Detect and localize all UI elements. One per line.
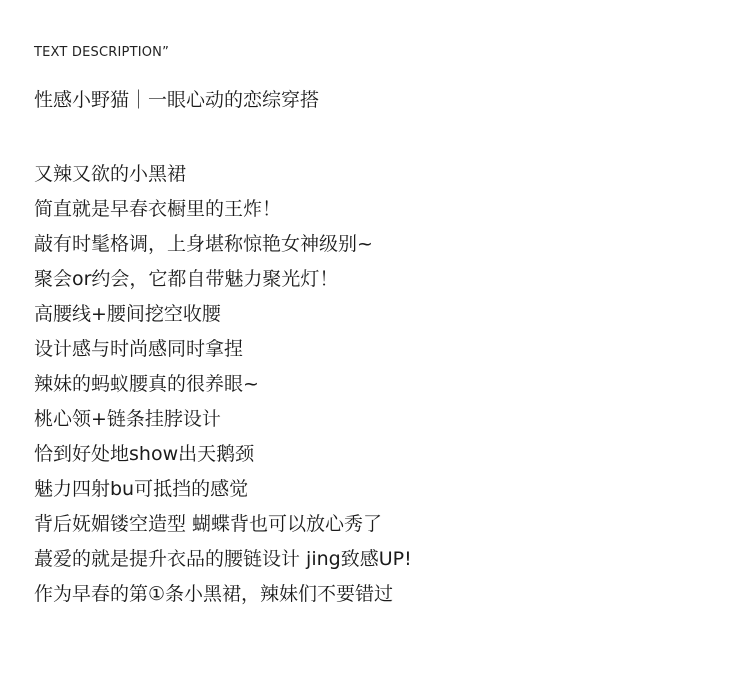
- description-line: 魅力四射bu可抵挡的感觉: [34, 478, 249, 500]
- description-line: 聚会or约会，它都自带魅力聚光灯！: [34, 268, 339, 290]
- description-line: 又辣又欲的小黑裙: [34, 163, 187, 185]
- description-line: 蕞爱的就是提升衣品的腰链设计 jing致感UP!: [34, 548, 412, 570]
- description-lines: [34, 157, 412, 612]
- description-line: 桃心领+链条挂脖设计: [34, 408, 221, 430]
- description-line: 设计感与时尚感同时拿捏: [34, 338, 244, 360]
- description-line: 作为早春的第①条小黑裙，辣妹们不要错过: [34, 583, 394, 605]
- description-line: 背后妩媚镂空造型 蝴蝶背也可以放心秀了: [34, 513, 383, 535]
- description-line: 简直就是早春衣橱里的王炸！: [34, 198, 282, 220]
- description-line: 高腰线+腰间挖空收腰: [34, 303, 221, 325]
- description-line: 敲有时髦格调，上身堪称惊艳女神级别~: [34, 233, 373, 255]
- section-label: TEXT DESCRIPTION”: [34, 45, 170, 60]
- description-line: 恰到好处地show出天鹅颈: [34, 443, 255, 465]
- description-line: 辣妹的蚂蚁腰真的很养眼~: [34, 373, 259, 395]
- headline: 性感小野猫｜一眼心动的恋综穿搭: [34, 89, 320, 111]
